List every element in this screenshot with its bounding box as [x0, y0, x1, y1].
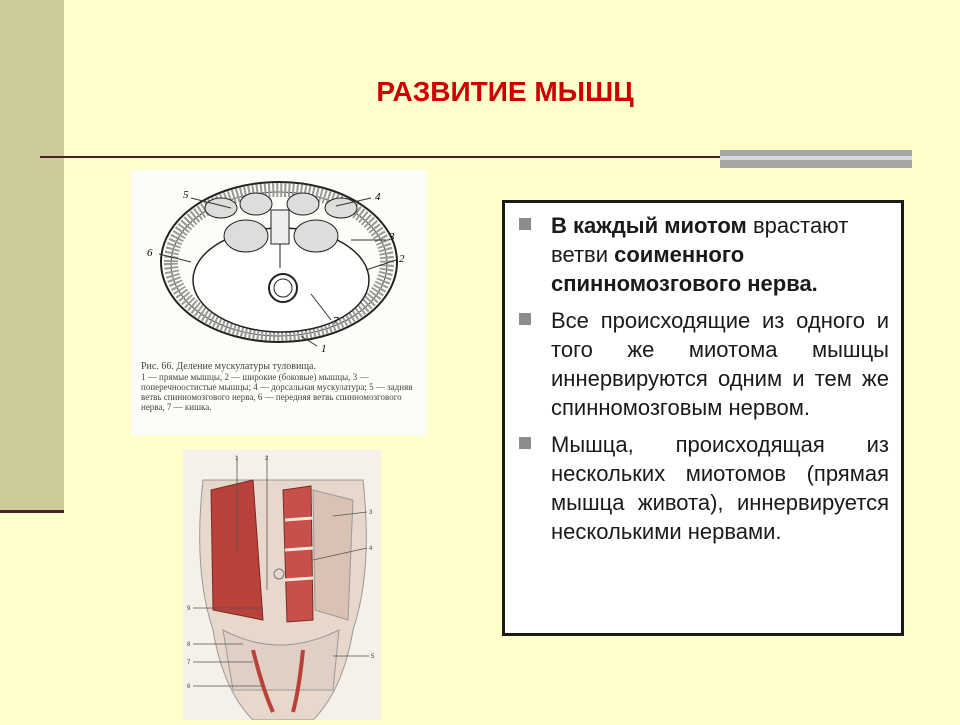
left-band-underline	[0, 510, 64, 513]
bullet-1-normal: врастают ветви	[551, 213, 849, 267]
fig2-label-8: 8	[187, 642, 191, 648]
fig2-label-2: 2	[265, 456, 269, 462]
fig1-label-6: 6	[147, 247, 153, 259]
fig1-label-2: 2	[399, 253, 405, 265]
bullet-text-1	[551, 211, 889, 298]
fig2-label-5: 5	[371, 654, 375, 660]
abdominal-muscles-figure	[183, 450, 381, 720]
bullet-text-3: Мышца, происходящая из нескольких миотомов (прямая мышца живота), иннервируется несколькими нервами.	[551, 432, 889, 544]
fig1-label-5: 5	[183, 189, 189, 201]
bullet-1-bold-start: В каждый миотом	[551, 213, 747, 238]
fig1-label-1: 1	[321, 343, 327, 355]
fig2-label-7: 7	[187, 660, 191, 666]
bullet-item-3	[519, 430, 889, 546]
figure1-caption-title: Рис. 66. Деление мускулатуры туловища.	[141, 361, 316, 372]
fig2-label-3: 3	[369, 510, 373, 516]
bullet-item-1	[519, 211, 889, 298]
abdominal-muscles-drawing	[183, 450, 381, 720]
fig2-label-6: 6	[187, 684, 191, 690]
square-bullet-icon	[519, 218, 531, 230]
fig1-label-3: 3	[389, 231, 395, 243]
slide-title: РАЗВИТИЕ МЫШЦ	[376, 76, 634, 107]
bullet-1-bold-end: соименного спинномозгового нерва.	[551, 242, 818, 296]
fig1-label-7: 7	[333, 315, 339, 327]
fig2-label-1: 1	[235, 456, 239, 462]
figure1-caption-body: 1 — прямые мышцы, 2 — широкие (боковые) мышцы, 3 — поперечноостистые мышцы; 4 — дорсальная мускулатура; 5 — задняя ветвь спинномозгового нерва, 6 — передняя ветвь спинномозгового нерва, 7 — кишка.	[141, 372, 413, 412]
fig2-label-9: 9	[187, 606, 191, 612]
bullet-item-2	[519, 306, 889, 422]
square-bullet-icon	[519, 313, 531, 325]
square-bullet-icon	[519, 437, 531, 449]
figure1-caption	[141, 362, 419, 412]
trunk-cross-section-figure	[131, 170, 427, 436]
content-textbox	[502, 200, 904, 636]
bullet-text-2: Все происходящие из одного и того же миотома мышцы иннервируются одним и тем же спинномозговым нервом.	[551, 308, 889, 420]
fig1-label-4: 4	[375, 191, 381, 203]
fig2-label-4: 4	[369, 546, 373, 552]
title-rule-bar-highlight	[720, 156, 912, 160]
